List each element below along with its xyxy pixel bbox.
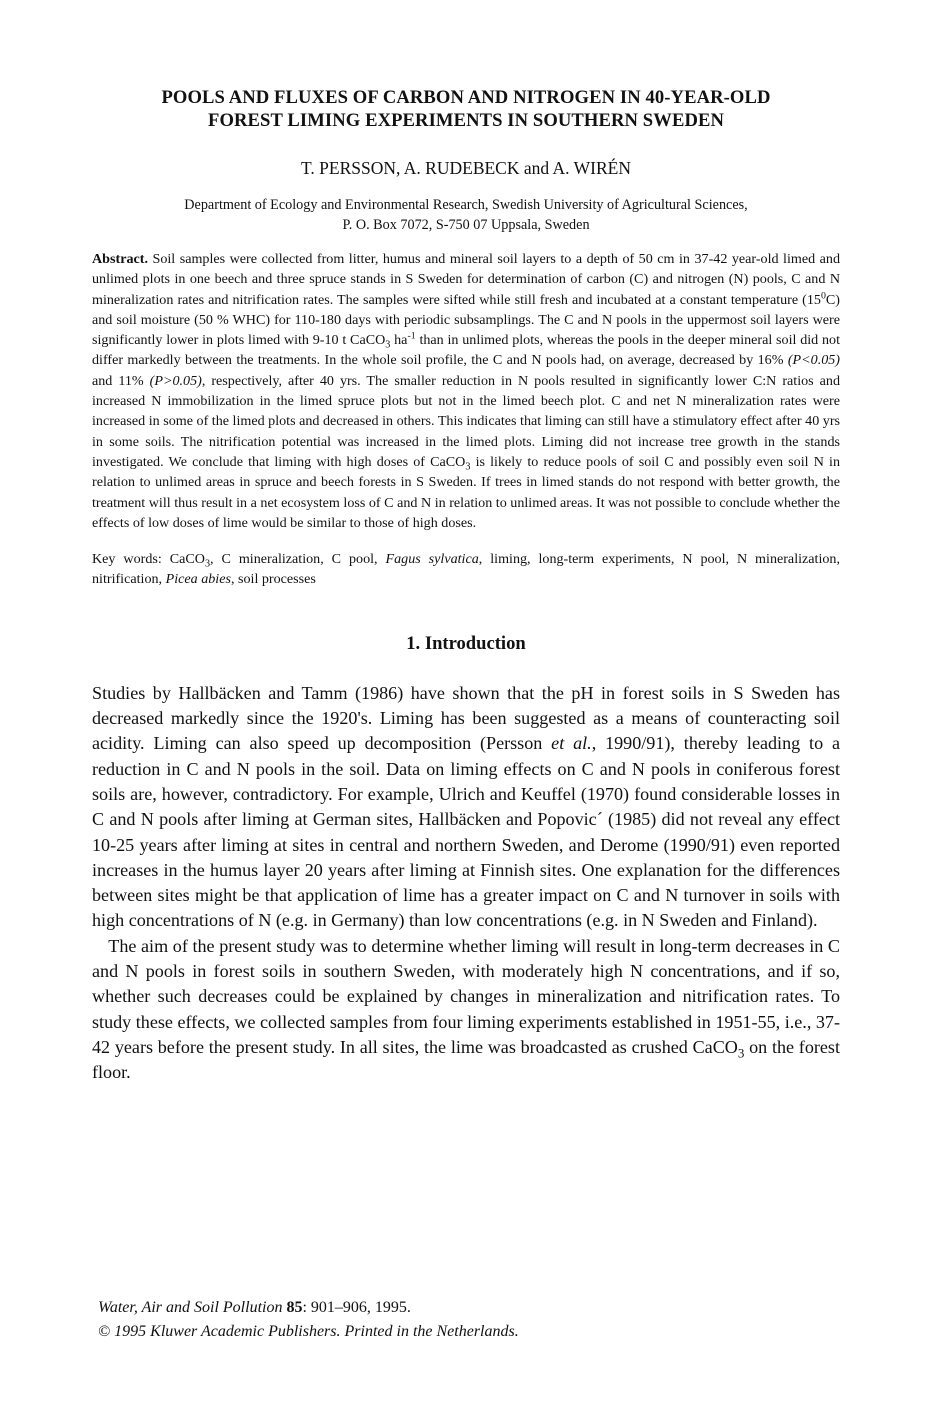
keyword-species: Picea abies [165, 571, 231, 588]
abstract-text: than in unlimed plots, whereas the pools in the deeper mineral soil did not differ markedly between the treatments. In the whole soil profile, the C and N pools had, on average, decreased by 16% [92, 332, 840, 369]
stat-p-value: (P>0.05) [149, 372, 202, 389]
abstract-text: Soil samples were collected from litter, humus and mineral soil layers to a depth of 50 cm in 37-42 year-old limed and unlimed plots in one beech and three spruce stands in S Sweden for determination of carbon (C) and nitrogen (N) pools, C and N mineralization rates and nitrification rates. The samples were sifted while still fresh and incubated at a constant temperature (15 [92, 251, 840, 308]
abstract [92, 249, 840, 533]
subscript-3: 3 [385, 339, 391, 351]
subscript-3: 3 [465, 461, 471, 473]
paper-title [92, 86, 840, 132]
title-line-2: FOREST LIMING EXPERIMENTS IN SOUTHERN SWEDEN [208, 110, 724, 131]
journal-citation [98, 1296, 519, 1320]
keyword-species: Fagus sylvatica [385, 551, 479, 568]
subscript-3: 3 [204, 558, 211, 570]
subscript-3: 3 [737, 1045, 745, 1061]
body-text: on the forest floor. [92, 1036, 840, 1083]
journal-volume: 85 [286, 1299, 303, 1316]
introduction-body [92, 681, 840, 1086]
superscript-minus-1: -1 [407, 330, 416, 342]
journal-name: Water, Air and Soil Pollution [98, 1299, 287, 1316]
keywords-text: , C mineralization, C pool, [210, 551, 386, 568]
affiliation-line-2: P. O. Box 7072, S-750 07 Uppsala, Sweden [342, 217, 590, 233]
paper-page [92, 86, 840, 1086]
keywords-text: , soil processes [230, 571, 316, 588]
stat-p-value: (P<0.05) [787, 352, 840, 369]
affiliation-line-1: Department of Ecology and Environmental Research, Swedish University of Agricultural Sciences, [184, 197, 748, 213]
journal-footer [98, 1296, 519, 1344]
author-list: T. PERSSON, A. RUDEBECK and A. WIRÉN [301, 158, 631, 178]
abstract-text: and 11% [92, 372, 150, 389]
citation-etal: et al. [551, 733, 592, 754]
abstract-text: C) and soil moisture (50 % WHC) for 110-180 days with periodic subsamplings. The C and N pools in the uppermost soil layers were significantly lower in plots limed with 9-10 t CaCO [92, 291, 840, 349]
affiliation [92, 195, 840, 235]
intro-paragraph-1 [92, 681, 840, 934]
abstract-text: , respectively, after 40 yrs. The smaller reduction in N pools resulted in significantly lower C:N ratios and increased N immobilization in the limed spruce plots but not in the limed beech plot. C and net N mineralization rates were increased in some of the limed plots and decreased in others. This indicates that liming can still have a stimulatory effect after 40 yrs in some soils. The nitrification potential was increased in the limed plots. Liming did not increase tree growth in the stands investigated. We conclude that liming with high doses of CaCO [92, 372, 840, 470]
section-heading: 1. Introduction [406, 632, 526, 654]
copyright-line: © 1995 Kluwer Academic Publishers. Printed in the Netherlands. [98, 1323, 519, 1340]
journal-pages: : 901–906, 1995. [302, 1299, 411, 1316]
title-line-1: POOLS AND FLUXES OF CARBON AND NITROGEN IN 40-YEAR-OLD [161, 87, 771, 108]
keywords-text: , liming, long-term experiments, N pool, N mineralization, nitrification, [92, 551, 840, 588]
body-text: , 1990/91), thereby leading to a reduction in C and N pools in the soil. Data on liming effects on C and N pools in coniferous forest soils are, however, contradictory. For example, Ulrich and Keuffel (1970) found considerable losses in C and N pools after liming at German sites, Hallbäcken and Popovic´ (1985) did not reveal any effect 10-25 years after liming at sites in central and northern Sweden, and Derome (1990/91) even reported increases in the humus layer 20 years after liming at Finnish sites. One explanation for the differences between sites might be that application of lime has a greater impact on C and N turnover in soils with high concentrations of N (e.g. in Germany) than low concentrations (e.g. in N Sweden and Finland). [92, 733, 841, 931]
keywords-text: Key words: CaCO [92, 551, 205, 568]
abstract-text: is likely to reduce pools of soil C and possibly even soil N in relation to unlimed areas in spruce and beech forests in S Sweden. If trees in limed stands do not respond with better growth, the treatment will thus result in a net ecosystem loss of C and N in relation to unlimed areas. It was not possible to conclude whether the effects of low doses of lime would be similar to those of high doses. [92, 453, 840, 531]
intro-paragraph-2 [92, 934, 840, 1086]
degree-superscript: 0 [820, 290, 826, 302]
keywords [92, 549, 840, 590]
abstract-text: ha [390, 332, 408, 349]
body-text: Studies by Hallbäcken and Tamm (1986) have shown that the pH in forest soils in S Sweden has decreased markedly since the 1920's. Liming has been suggested as a means of counteracting soil acidity. Liming can also speed up decomposition (Persson [92, 682, 840, 754]
body-text: The aim of the present study was to determine whether liming will result in long-term decreases in C and N pools in forest soils in southern Sweden, with moderately high N concentrations, and if so, whether such decreases could be explained by changes in mineralization and nitrification rates. To study these effects, we collected samples from four liming experiments established in 1951-55, i.e., 37-42 years before the present study. In all sites, the lime was broadcasted as crushed CaCO [92, 935, 840, 1057]
abstract-label: Abstract. [92, 251, 148, 267]
